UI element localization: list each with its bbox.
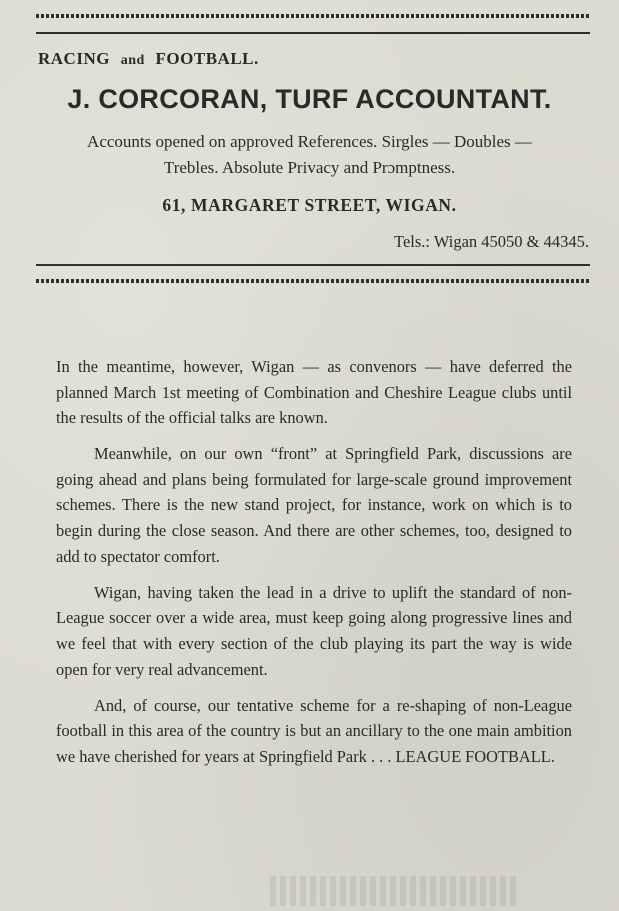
advert-line-2: Trebles. Absolute Privacy and Prɔmptness. — [163, 158, 456, 177]
article-paragraph-2: Meanwhile, on our own “front” at Springfield Park, discussions are going ahead and plans being formulated for large-scale ground improvement schemes. There is the new stand project, for instance, work on which is to begin during the close season. And there are other schemes, too, designed to add to spectator comfort. — [56, 444, 572, 566]
article-paragraph-1: In the meantime, however, Wigan — as convenors — have deferred the planned March 1st meeting of Combination and Cheshire League clubs until the results of the official talks are known. — [56, 357, 572, 428]
advert-line-1: Accounts opened on approved References. Sirgles — Doubles — — [87, 132, 532, 151]
advert-title: J. CORCORAN, TURF ACCOUNTANT. — [67, 84, 552, 114]
advert-kicker-and: and — [120, 53, 145, 68]
article-body — [56, 354, 572, 780]
advert-kicker-football: FOOTBALL. — [155, 49, 259, 68]
top-solid-rule — [36, 32, 590, 34]
advert-kicker — [38, 49, 259, 69]
article-paragraph-3: Wigan, having taken the lead in a drive to uplift the standard of non-League soccer over a wide area, must keep going along progressive lines and we feel that with every section of the club playing its part the way is wide open for very real advancement. — [56, 582, 572, 679]
article-paragraph-4: And, of course, our tentative scheme for a re-shaping of non-League football in this area of the country is but an ancillary to the one main ambition we have cherished for years at Springfield Park . . . LEAGUE FOOTBALL. — [56, 695, 572, 766]
bleed-through-texture — [270, 876, 520, 906]
bottom-dotted-rule — [36, 279, 590, 283]
advert-phone: Tels.: Wigan 45050 & 44345. — [394, 232, 589, 251]
top-dotted-rule — [36, 14, 590, 18]
advert-address: 61, MARGARET STREET, WIGAN. — [162, 195, 457, 215]
advert-kicker-racing: RACING — [38, 49, 110, 68]
bottom-solid-rule — [36, 264, 590, 266]
